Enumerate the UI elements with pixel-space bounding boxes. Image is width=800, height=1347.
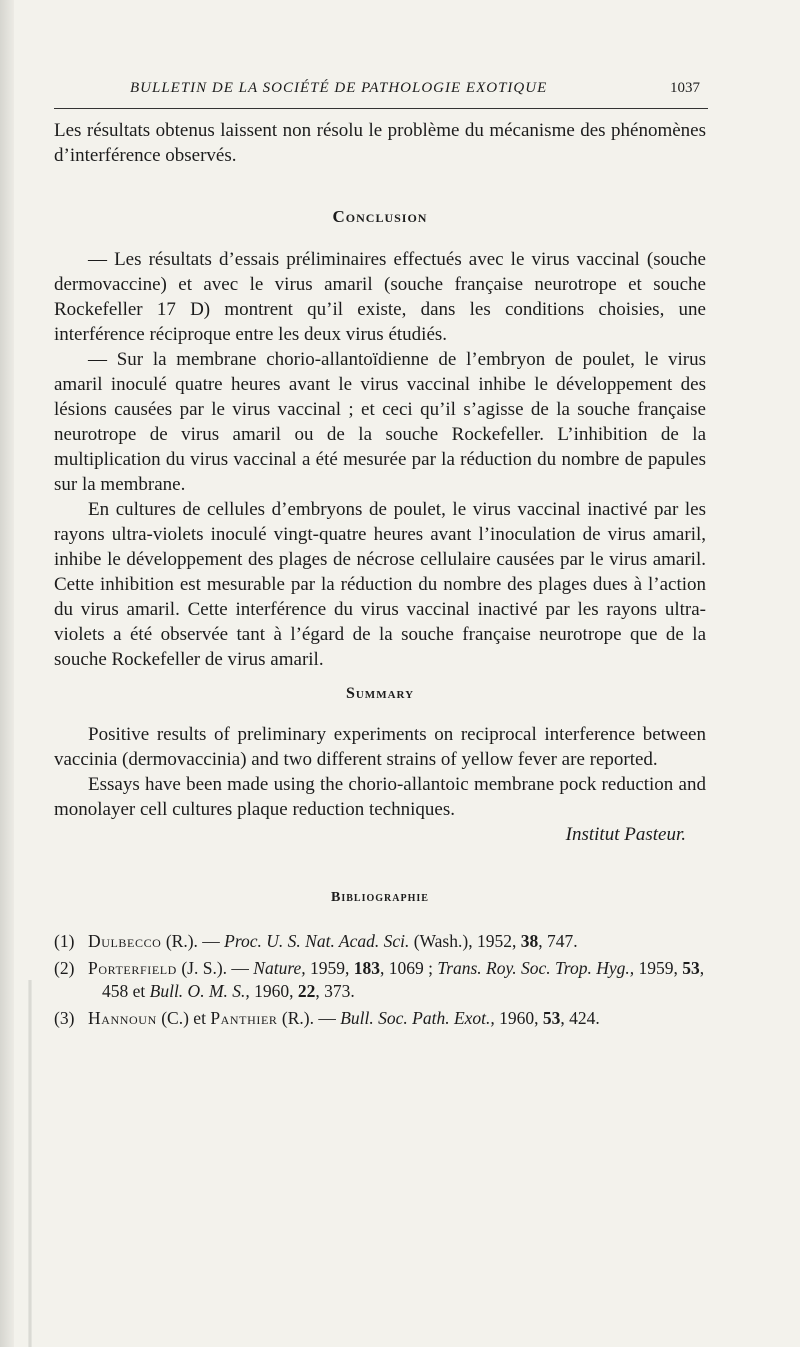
- running-title: BULLETIN DE LA SOCIÉTÉ DE PATHOLOGIE EXOTIQUE: [130, 80, 548, 96]
- bibliography-details: 1959,: [305, 958, 354, 978]
- bibliography-author-initials: (R.). —: [161, 931, 225, 951]
- bibliography-journal: Proc. U. S. Nat. Acad. Sci.: [224, 931, 410, 951]
- bibliography-pages-2: , 458 et: [102, 958, 705, 1001]
- binding-shadow: [28, 980, 32, 1347]
- bibliography-author-initials: (C.) et: [156, 1008, 211, 1028]
- bibliography-pages-3: , 373.: [315, 981, 355, 1001]
- bibliography-number: (2): [54, 958, 75, 978]
- intro-paragraph: Les résultats obtenus laissent non résolu le problème du mécanisme des phénomènes d’interférence observés.: [54, 120, 706, 166]
- conclusion-heading: Conclusion: [332, 207, 428, 226]
- bibliography-journal: Bull. Soc. Path. Exot.,: [340, 1008, 495, 1028]
- bibliography-volume-3: 22: [297, 981, 316, 1001]
- summary-paragraph-2: Essays have been made using the chorio-allantoic membrane pock reduction and monolayer cell cultures plaque reduction techniques.: [54, 774, 706, 820]
- bibliography-pages: , 747.: [538, 931, 578, 951]
- conclusion-paragraph-1: — Les résultats d’essais préliminaires effectués avec le virus vaccinal (souche dermovaccine) et avec le virus amaril (souche française neurotrope et souche Rockefeller 17 D) montrent qu’il existe, dans les conditions choisies, une interférence réciproque entre les deux virus étudiés.: [54, 249, 706, 345]
- bibliography-journal-2: Trans. Roy. Soc. Trop. Hyg.,: [437, 958, 635, 978]
- conclusion-paragraph-2: — Sur la membrane chorio-allantoïdienne de l’embryon de poulet, le virus amaril inoculé quatre heures avant le virus vaccinal inhibe le développement des lésions causées par le virus vaccinal ; et ceci qu’il s’agisse de la souche française neurotrope de virus amaril ou de la souche Rockefeller. L’inhibition de la multiplication du virus vaccinal a été mesurée par la réduction du nombre de papules sur la membrane.: [54, 349, 706, 495]
- bibliography-author-initials: (J. S.). —: [176, 958, 254, 978]
- bibliography-journal: Nature,: [253, 958, 306, 978]
- conclusion-paragraph-3: En cultures de cellules d’embryons de poulet, le virus vaccinal inactivé par les rayons ultra-violets inoculé vingt-quatre heures avant l’inoculation de virus amaril, inhibe le développement des plages de nécrose cellulaire causées par le virus amaril. Cette inhibition est mesurable par la réduction du nombre des plages dues à l’action du virus amaril. Cette interférence du virus vaccinal inactivé par les rayons ultra-violets a été observée tant à l’égard de la souche française neurotrope que de la souche Rockefeller de virus amaril.: [54, 499, 706, 670]
- bibliography-pages: , 424.: [560, 1008, 600, 1028]
- bibliography-journal-3: Bull. O. M. S.,: [149, 981, 250, 1001]
- bibliography-author-2: Panthier: [210, 1008, 278, 1028]
- bibliography-number: (1): [54, 931, 75, 951]
- bibliography-author: Dulbecco: [88, 931, 162, 951]
- bibliography-details: (Wash.), 1952,: [409, 931, 521, 951]
- bibliography-author: Hannoun: [88, 1008, 157, 1028]
- bibliography-volume: 53: [542, 1008, 561, 1028]
- page-edge-shadow: [0, 0, 14, 1347]
- bibliography-entry: [54, 930, 706, 953]
- summary-paragraph-1: Positive results of preliminary experiments on reciprocal interference between vaccinia (dermovaccinia) and two different strains of yellow fever are reported.: [54, 724, 706, 770]
- summary-heading: Summary: [345, 685, 415, 702]
- bibliography-entry: [54, 1007, 706, 1030]
- bibliography-volume-2: 53: [682, 958, 700, 978]
- author-affiliation: Institut Pasteur.: [565, 824, 686, 845]
- page-number: 1037: [670, 80, 700, 96]
- bibliography-volume: 38: [520, 931, 539, 951]
- bibliography-details: 1960,: [494, 1008, 543, 1028]
- bibliography-number: (3): [54, 1008, 75, 1028]
- bibliography-volume: 183: [353, 958, 380, 978]
- article-body: [54, 118, 706, 1030]
- bibliography-heading: Bibliographie: [331, 890, 429, 905]
- bibliography-pages: , 1069 ;: [380, 958, 438, 978]
- running-header: [54, 79, 708, 101]
- bibliography-author: Porterfield: [88, 958, 177, 978]
- bibliography-entry: [54, 957, 706, 1003]
- bibliography-details-3: 1960,: [249, 981, 298, 1001]
- header-rule: [54, 108, 708, 109]
- bibliography-author-2-initials: (R.). —: [277, 1008, 341, 1028]
- bibliography-list: [54, 930, 706, 1030]
- bibliography-details-2: 1959,: [634, 958, 683, 978]
